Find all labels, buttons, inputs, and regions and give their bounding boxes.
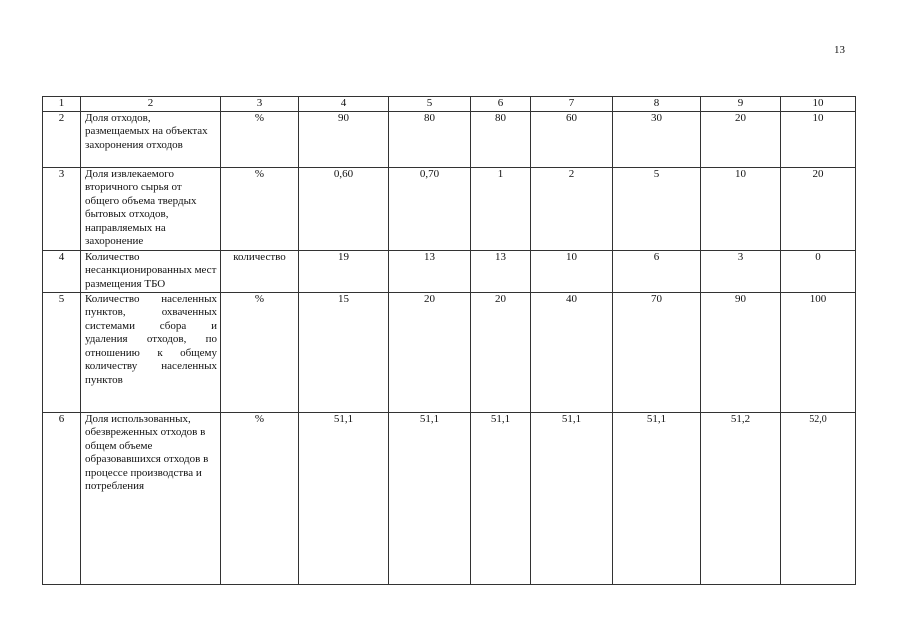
- value-cell: 60: [531, 111, 613, 167]
- indicator-name: Доля отходов, размещаемых на объектах захоронения отходов: [81, 111, 221, 167]
- indicators-table: [42, 96, 856, 585]
- value-cell: 19: [299, 250, 389, 292]
- value-cell: 1: [471, 167, 531, 250]
- value-cell: 13: [389, 250, 471, 292]
- value-cell: 100: [781, 292, 856, 412]
- value-cell: 80: [471, 111, 531, 167]
- value-cell: 80: [389, 111, 471, 167]
- value-cell: 51,1: [471, 412, 531, 584]
- value-cell: 0,60: [299, 167, 389, 250]
- value-cell: 70: [613, 292, 701, 412]
- row-number: 3: [43, 167, 81, 250]
- indicator-name: Количество населенных пунктов, охваченных системами сбора и удаления отходов, по отношению к общему количеству населенных пунктов: [81, 292, 221, 412]
- value-cell: 90: [701, 292, 781, 412]
- value-cell: 51,1: [613, 412, 701, 584]
- table-row: [43, 167, 856, 250]
- value-cell: 13: [471, 250, 531, 292]
- unit-cell: %: [221, 167, 299, 250]
- row-number: 4: [43, 250, 81, 292]
- value-cell: 3: [701, 250, 781, 292]
- value-cell: 20: [781, 167, 856, 250]
- value-cell: 51,2: [701, 412, 781, 584]
- indicator-name: Количество несанкционированных мест размещения ТБО: [81, 250, 221, 292]
- value-cell: 10: [531, 250, 613, 292]
- header-cell: 1: [43, 97, 81, 112]
- value-cell: 6: [613, 250, 701, 292]
- value-cell: 10: [781, 111, 856, 167]
- table-row: [43, 412, 856, 584]
- value-cell: 51,1: [531, 412, 613, 584]
- value-cell: 30: [613, 111, 701, 167]
- table-row: [43, 111, 856, 167]
- value-cell: 0,70: [389, 167, 471, 250]
- value-cell: 10: [701, 167, 781, 250]
- header-cell: 4: [299, 97, 389, 112]
- value-cell: 15: [299, 292, 389, 412]
- value-cell: 52,0: [781, 412, 856, 584]
- indicator-name: Доля использованных, обезвреженных отходов в общем объеме образовавшихся отходов в процессе производства и потребления: [81, 412, 221, 584]
- page-number: 13: [834, 44, 845, 56]
- value-cell: 90: [299, 111, 389, 167]
- unit-cell: %: [221, 412, 299, 584]
- value-cell: 51,1: [389, 412, 471, 584]
- unit-cell: количество: [221, 250, 299, 292]
- header-cell: 10: [781, 97, 856, 112]
- row-number: 6: [43, 412, 81, 584]
- unit-cell: %: [221, 292, 299, 412]
- header-cell: 2: [81, 97, 221, 112]
- row-number: 5: [43, 292, 81, 412]
- unit-cell: %: [221, 111, 299, 167]
- value-cell: 2: [531, 167, 613, 250]
- table-header-row: [43, 97, 856, 112]
- header-cell: 5: [389, 97, 471, 112]
- value-cell: 40: [531, 292, 613, 412]
- value-cell: 5: [613, 167, 701, 250]
- header-cell: 6: [471, 97, 531, 112]
- value-cell: 20: [389, 292, 471, 412]
- row-number: 2: [43, 111, 81, 167]
- value-cell: 20: [701, 111, 781, 167]
- header-cell: 3: [221, 97, 299, 112]
- header-cell: 8: [613, 97, 701, 112]
- value-cell: 20: [471, 292, 531, 412]
- indicator-name: Доля извлекаемого вторичного сырья от общего объема твердых бытовых отходов, направляемых на захоронение: [81, 167, 221, 250]
- table-row: [43, 250, 856, 292]
- table-row: [43, 292, 856, 412]
- value-cell: 51,1: [299, 412, 389, 584]
- header-cell: 9: [701, 97, 781, 112]
- value-cell: 0: [781, 250, 856, 292]
- header-cell: 7: [531, 97, 613, 112]
